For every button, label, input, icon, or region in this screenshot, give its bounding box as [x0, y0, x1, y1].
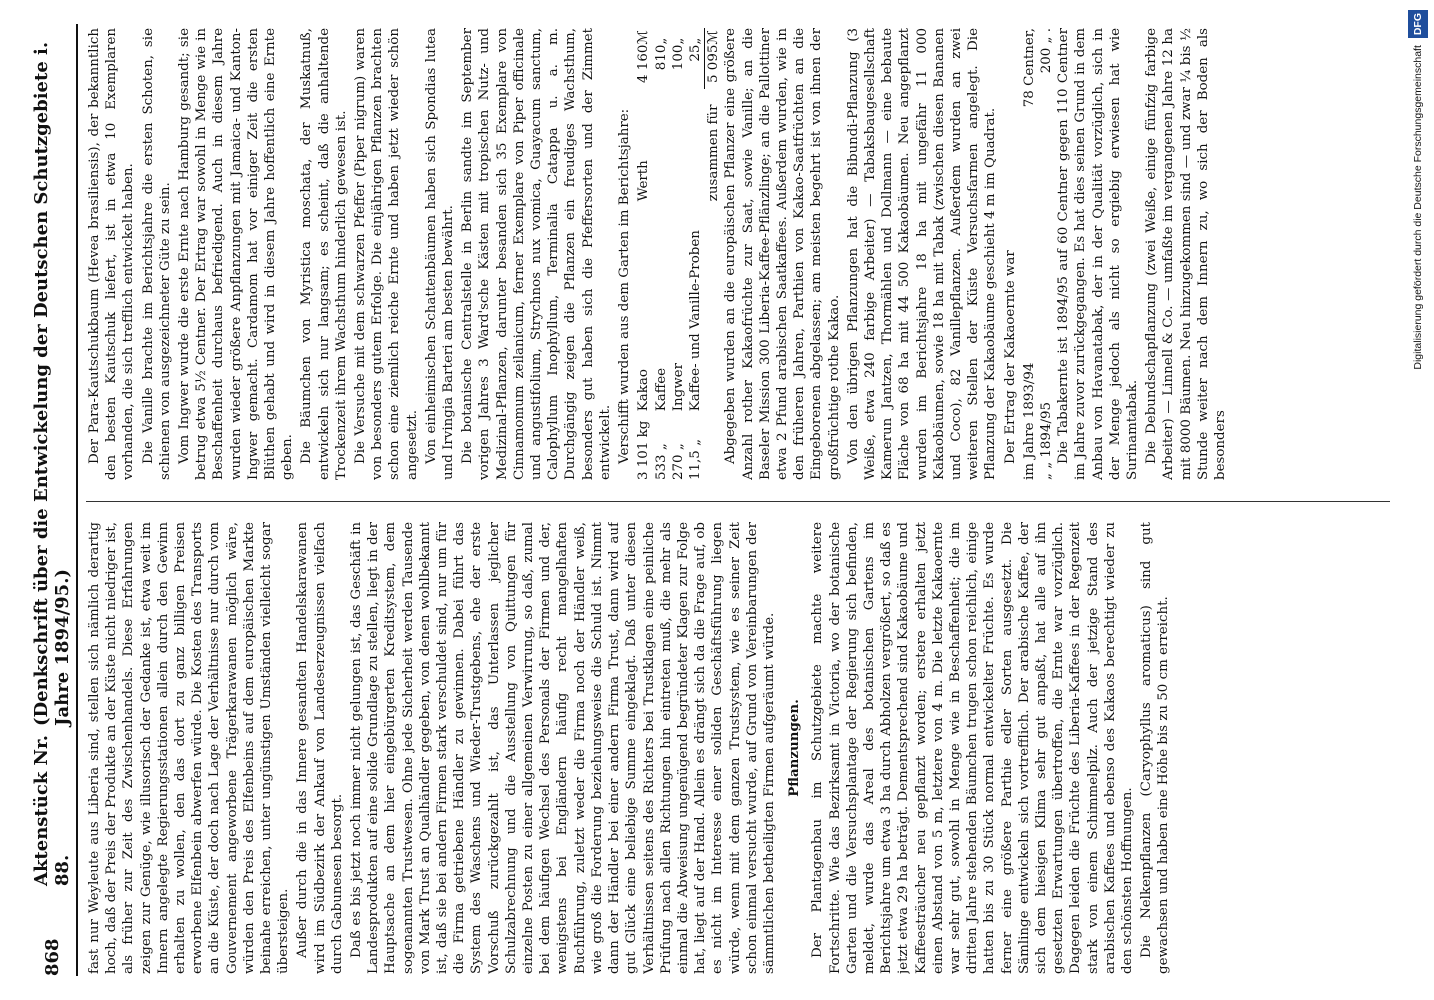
running-title: (Denkschrift über die Entwickelung der Deutschen Schutzgebiete i. Jahre 1894/95.)	[31, 41, 73, 726]
table-total-row	[705, 28, 723, 480]
paragraph: Die Nelkenpflanzen (Caryophyllus aromaticus) sind gut gewachsen und haben eine Höhe bis zu 50 cm erreicht.	[1139, 522, 1172, 974]
paragraph: Die botanische Centralstelle in Berlin sandte im September vorigen Jahres 3 Ward'sche Kästen mit tropischen Nutz- und Medizinal-Pflanzen, darunter besanden sich 35 Exemplare von Cinnamomum zeilanicum, ferner Exemplare von Piper officinale und angustifolium, Strychnos nux vomica, Guayacum sanctum, Calophyllum Inophyllum, Terminalia Catappa u. a. m. Durchgängig zeigen die Pflanzen ein freudiges Wachsthum, besonders gut haben sich die Pfeffersorten und der Zimmet entwickelt.	[460, 28, 613, 480]
table-cell: Kaffee- und Vanille-Proben	[688, 230, 704, 412]
paragraph: Die Versuche mit dem schwarzen Pfeffer (Piper nigrum) waren von besonders gutem Erfolge. Die einjährigen Pflanzen brachten schon eine ziemlich reiche Ernte und haben jetzt wieder schön angesetzt.	[353, 28, 420, 480]
table-cell	[670, 89, 687, 201]
table-cell: „	[687, 37, 703, 45]
table-cell: Kakao	[636, 369, 652, 412]
table-cell	[687, 89, 705, 201]
table-cell: „	[653, 37, 669, 45]
paragraph: Vom Ingwer wurde die erste Ernte nach Hamburg gesandt; sie betrug etwa 5½ Centner. Der Ertrag war sowohl in Menge wie in Beschaffenheit durchaus befriedigend. Auch in diesem Jahre wurden wieder größere Anpflanzungen mit Jamaica- und Kanton-Ingwer gemacht. Cardamom hat vor einiger Zeit die ersten Blüthen gehabt und wird in diesem Jahre hoffentlich eine Ernte geben.	[177, 28, 296, 480]
paragraph: Die Tabakernte ist 1894/95 auf 60 Centner gegen 110 Centner im Jahre zuvor zurückgegangen. Es hat dies seinen Grund in dem Anbau von Havanatabak, der in der Qualität vorzüglich, sich in der Menge jedoch als nicht so ergiebig erwiesen hat wie Surinamtabak.	[1056, 28, 1140, 480]
table-cell: 5 095	[705, 45, 723, 89]
table-cell: 533 „	[653, 443, 669, 480]
credit-text: Digitalisierung gefördert durch die Deutsche Forschungsgemeinschaft	[1412, 45, 1424, 370]
table-cell	[653, 89, 670, 201]
paragraph: Von den übrigen Pflanzungen hat die Bibundi-Pflanzung (3 Weiße, etwa 240 farbige Arbeiter) — Tabaksbaugesellschaft Kamerun Jantzen, Thormählen und Dollmann — eine bebaute Fläche von 68 ha mit 44 500 Kakaobäumen. Neu angepflanzt wurden im Berichtsjahre 18 ha mit ungefähr 11 000 Kakaobäumen, sowie 18 ha mit Tabak (zwischen diesen Bananen und Coco), 82 Vanillepflanzen. Außerdem wurden an zwei weiteren Stellen der Küste Versuchsfarmen angelegt. Die Pflanzung der Kakaobäume geschieht 4 m im Quadrat.	[845, 28, 999, 480]
table-cell: 11,5 „	[688, 438, 704, 480]
table-cell: im Jahre 1893/94	[1021, 362, 1037, 480]
right-column	[86, 28, 1396, 480]
paragraph: Die Debundschapflanzung (zwei Weiße, einige fünfzig farbige Arbeiter) — Linnell & Co. — umfaßte im vergangenen Jahre 12 ha mit 8000 Bäumen. Neu hinzugekommen sind — und zwar ¼ bis ½ Stunde weiter nach dem Innern zu, wo sich der Boden als besonders	[1144, 28, 1228, 480]
table-cell: Kaffee	[653, 367, 669, 412]
table-row	[635, 28, 652, 480]
page-number: 868	[41, 938, 63, 976]
akten-label: Aktenstück Nr. 88.	[31, 734, 73, 886]
table-row	[1021, 28, 1038, 480]
table-row	[670, 28, 687, 480]
table-cell: zusammen für	[705, 104, 721, 202]
table-cell: Ingwer	[670, 362, 686, 412]
table-cell: 200 „ .	[1038, 28, 1054, 74]
paragraph: Die Vanille brachte im Berichtsjahre die ersten Schoten, sie schienen von ausgezeichneter Güte zu sein.	[140, 28, 173, 480]
harvest-table	[1021, 28, 1055, 480]
paragraph: Der Ertrag der Kakaoernte war	[1002, 250, 1018, 464]
paragraph: Die Bäumchen von Myristica moschata, der Muskatnuß, entwickeln sich nur langsam; es scheint, daß die anhaltende Trockenzeit ihrem Wachsthum hinderlich gewesen ist.	[299, 28, 349, 480]
table-cell: ℳ	[636, 30, 652, 45]
left-column	[86, 522, 1396, 974]
paragraph: Verschifft wurden aus dem Garten im Berichtsjahre:	[617, 108, 633, 464]
table-cell: Werth	[636, 160, 652, 202]
table-row	[653, 28, 670, 480]
table-cell: „ „ 1894/95	[1038, 401, 1054, 480]
table-cell: 810	[653, 44, 669, 71]
paragraph: Der Plantagenbau im Schutzgebiete machte weitere Fortschritte. Wie das Bezirksamt in Victoria, wo der botanische Garten und die Versuchsplantage der Regierung sich befinden, meldet, wurde das Areal des botanischen Gartens im Berichtsjahre um etwa 3 ha durch Abholzen vergrößert, so daß es jetzt etwa 29 ha beträgt. Dementsprechend sind Kakaobäume und Kaffeesträucher neu gepflanzt worden; erstere erhalten jetzt einen Abstand von 5 m, letztere von 4 m. Die letzte Kakaoernte war sehr gut, sowohl in Menge wie in Beschaffenheit; die im dritten Jahre stehenden Bäumchen trugen schon reichlich, einige hatten bis zu 30 Stück normal entwickelter Früchte. Es wurde ferner eine größere Parthie edler Sorten ausgesetzt. Die Sämlinge entwickeln sich vortrefflich. Der arabische Kaffee, der sich dem hiesigen Klima sehr gut anpaßt, hat alle auf ihn gesetzten Erwartungen übertroffen, die Ernte war vorzüglich. Dagegen leiden die Früchte des Liberia-Kaffees in der Regenzeit stark von einem Schimmelpilz. Auch der jetzige Stand des arabischen Kaffees und ebenso des Kakaos berechtigt wieder zu den schönsten Hoffnungen.	[810, 522, 1135, 974]
table-cell: 100	[670, 44, 686, 71]
paragraph: Abgegeben wurden an die europäischen Pflanzer eine größere Anzahl rother Kakaofrüchte zur Saat, sowie Vanille; an die Baseler Mission 300 Liberia-Kaffee-Pflänzlinge; an die Pallottiner etwa 2 Pfund arabischen Saatkaffees. Außerdem wurden, wie in den früheren Jahren, Parthien von Kakao-Saatfrüchten an die Eingeborenen abgelassen; am meisten begehrt ist von ihnen der großfrüchtige rothe Kakao.	[723, 28, 842, 480]
shipment-table	[635, 28, 722, 480]
table-cell: 25	[687, 44, 703, 62]
page-header	[28, 24, 78, 976]
table-cell: ℳ	[705, 28, 723, 45]
table-cell: 3 101 kg	[636, 420, 652, 480]
paragraph: Daß es bis jetzt noch immer nicht gelungen ist, das Geschäft in Landesprodukten auf eine solide Grundlage zu stellen, liegt in der Hauptsache an dem hier eingebürgerten Kreditsystem, dem sogenannten Trustwesen. Ohne jede Sicherheit werden Tausende von Mark Trust an Qualhändler gegeben, von denen wohlbekannt ist, daß sie bei andern Firmen stark verschuldet sind, nur um für die Firma getriebene Händler zu gewinnen. Dabei führt das System des Waschens und Wieder-Trustgebens, ehe der erste Vorschuß zurückgezahlt ist, das Unterlassen jeglicher Schulzabrechnung und die Ausstellung von Quittungen für einzelne Posten zu einer allgemeinen Verwirrung, so daß, zumal bei dem häufigen Wechsel des Personals der Firmen und der, wenigstens bei Engländern häufig recht mangelhaften Buchführung, zuletzt weder die Firma noch der Händler weiß, wie groß die Forderung beziehungsweise die Schuld ist. Nimmt dann der Händler bei einer andern Firma Trust, dann wird auf gut Glück eine beliebige Summe eingeklagt. Daß unter diesen Verhältnissen seitens des Richters bei Trustklagen eine peinliche Prüfung nach allen Richtungen hin eintreten muß, die mehr als einmal die Abweisung ungenügend begründeter Klagen zur Folge hat, liegt auf der Hand. Allein es drängt sich da die Frage auf, ob es nicht im Interesse einer soliden Geschäftsführung liegen würde, wenn mit dem ganzen Trustsystem, wie es seiner Zeit schon einmal versucht wurde, auf Grund von Vereinbarungen der sämmtlichen betheiligten Firmen aufgeräumt würde.	[349, 522, 777, 974]
table-cell: 78 Centner,	[1021, 28, 1037, 108]
table-row	[687, 28, 705, 480]
table-row	[1038, 28, 1055, 480]
column-divider	[86, 501, 1390, 502]
paragraph: Der Para-Kautschukbaum (Hevea brasiliensis), der bekanntlich den besten Kautschuk liefert, ist in etwa 10 Exemplaren vorhanden, die sich trefflich entwickelt haben.	[87, 28, 137, 480]
paragraph: fast nur Weyleute aus Liberia sind, stellen sich nämlich derartig hoch, daß der Preis der Produkte an der Küste nicht niedriger ist, als früher zur Zeit des Zwischenhandels. Diese Erfahrungen zeigen zur Genüge, wie illusorisch der Gedanke ist, etwa weit im Innern angelegte Regierungsstationen allein durch den Gewinn erhalten zu wollen, den das dort zu ganz billigen Preisen erworbene Elfenbein abwerfen würde. Die Kosten des Transports an die Küste, der doch nach Lage der Verhältnisse nur durch vom Gouvernement angeworbene Trägerkarawanen möglich wäre, würden den Preis des Elfenbeins auf dem europäischen Markte beinahe erreichen, unter ungünstigen Umständen vielleicht sogar übersteigen.	[87, 522, 292, 974]
paragraph: Von einheimischen Schattenbäumen haben sich Spondias lutea und Irvingia Barteri am besten bewährt.	[423, 28, 457, 480]
digitization-credit	[1408, 10, 1428, 990]
table-cell: 4 160	[636, 44, 652, 83]
table-cell: 270 „	[670, 443, 686, 480]
dfg-logo: DFG	[1408, 10, 1428, 38]
paragraph: Außer durch die in das Innere gesandten Handelskarawanen wird im Südbezirk der Ankauf von Landeserzeugnissen vielfach durch Gabunesen besorgt.	[295, 522, 345, 974]
table-cell: „	[670, 37, 686, 45]
section-heading: Pflanzungen.	[786, 699, 803, 797]
